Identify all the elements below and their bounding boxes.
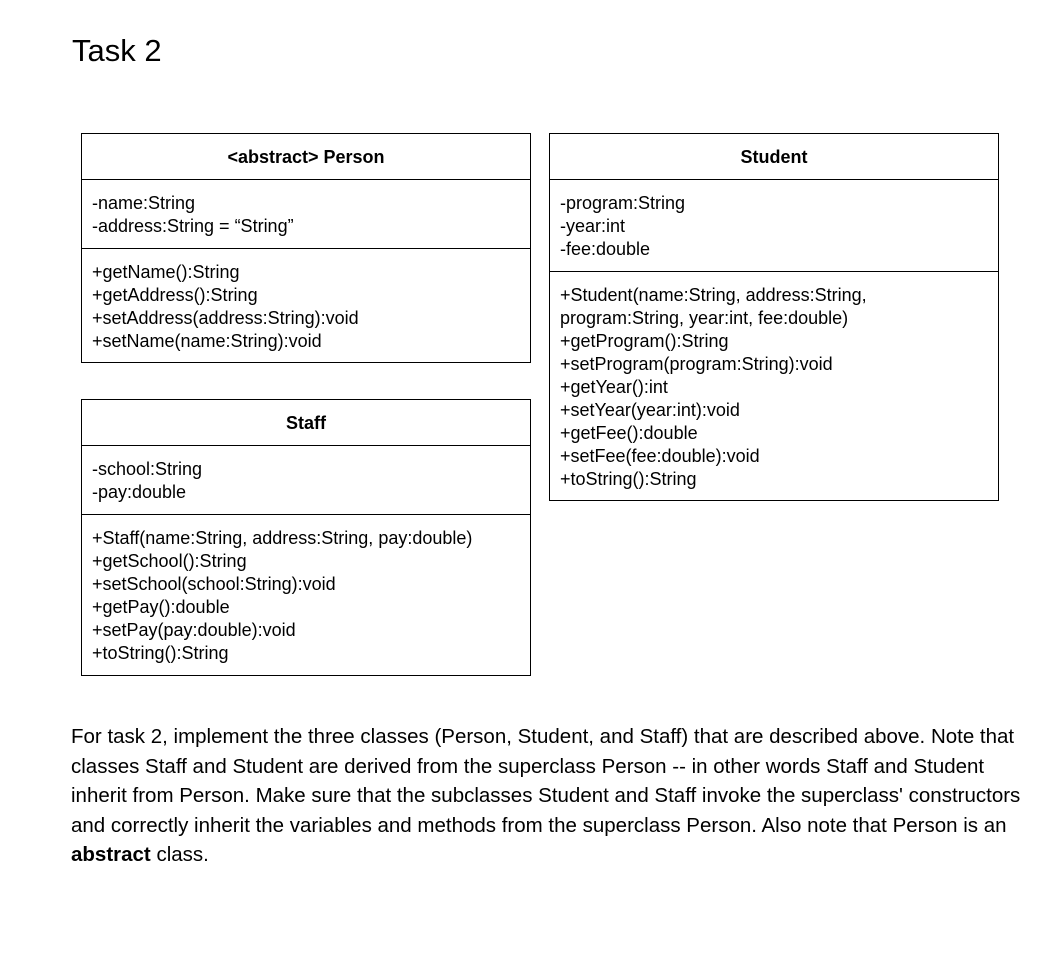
- method-setschool: +setSchool(school:String):void: [92, 574, 336, 594]
- attributes-staff: [82, 446, 530, 515]
- class-box-person: [81, 133, 531, 363]
- page-title: Task 2: [72, 33, 162, 68]
- attributes-person: [82, 180, 530, 249]
- method-setfee: +setFee(fee:double):void: [560, 446, 760, 466]
- attribute-fee: -fee:double: [560, 239, 651, 259]
- methods-staff: [82, 515, 530, 665]
- method-setpay: +setPay(pay:double):void: [92, 620, 296, 640]
- attributes-student: [550, 180, 998, 272]
- method-setprogram: +setProgram(program:String):void: [560, 354, 833, 374]
- class-name-student: Student: [550, 134, 998, 180]
- attribute-pay: -pay:double: [92, 482, 187, 502]
- methods-student: [550, 272, 998, 491]
- attribute-school: -school:String: [92, 459, 203, 479]
- method-getschool: +getSchool():String: [92, 551, 247, 571]
- method-setname: +setName(name:String):void: [92, 331, 322, 351]
- method-setyear: +setYear(year:int):void: [560, 400, 740, 420]
- class-name-person: <abstract> Person: [82, 134, 530, 180]
- method-getpay: +getPay():double: [92, 597, 230, 617]
- method-getaddress: +getAddress():String: [92, 285, 258, 305]
- method-staff-constructor: +Staff(name:String, address:String, pay:double): [92, 528, 473, 548]
- method-getyear: +getYear():int: [560, 377, 668, 397]
- method-tostring: +toString():String: [560, 469, 697, 489]
- attribute-address: -address:String = “String”: [92, 216, 294, 236]
- description-bold-abstract: abstract: [71, 843, 151, 866]
- method-getname: +getName():String: [92, 262, 240, 282]
- method-getfee: +getFee():double: [560, 423, 698, 443]
- method-setaddress: +setAddress(address:String):void: [92, 308, 359, 328]
- attribute-name: -name:String: [92, 193, 196, 213]
- methods-person: [82, 249, 530, 353]
- class-name-staff: Staff: [82, 400, 530, 446]
- class-box-student: [549, 133, 999, 501]
- method-tostring: +toString():String: [92, 643, 229, 663]
- method-student-constructor: +Student(name:String, address:String, program:String, year:int, fee:double): [560, 285, 867, 328]
- description-text-1: For task 2, implement the three classes (Person, Student, and Staff) that are described above. Note that classes Staff and Student are derived from the superclass Person -- in other words Staff and Student inherit from Person. Make sure that the subclasses Student and Staff invoke the superclass' constructors and correctly inherit the variables and methods from the superclass Person. Also note that Person is an: [71, 725, 1021, 837]
- description-text-2: class.: [150, 843, 209, 866]
- method-getprogram: +getProgram():String: [560, 331, 729, 351]
- attribute-program: -program:String: [560, 193, 686, 213]
- class-box-staff: [81, 399, 531, 676]
- attribute-year: -year:int: [560, 216, 626, 236]
- task-description: [71, 722, 1031, 870]
